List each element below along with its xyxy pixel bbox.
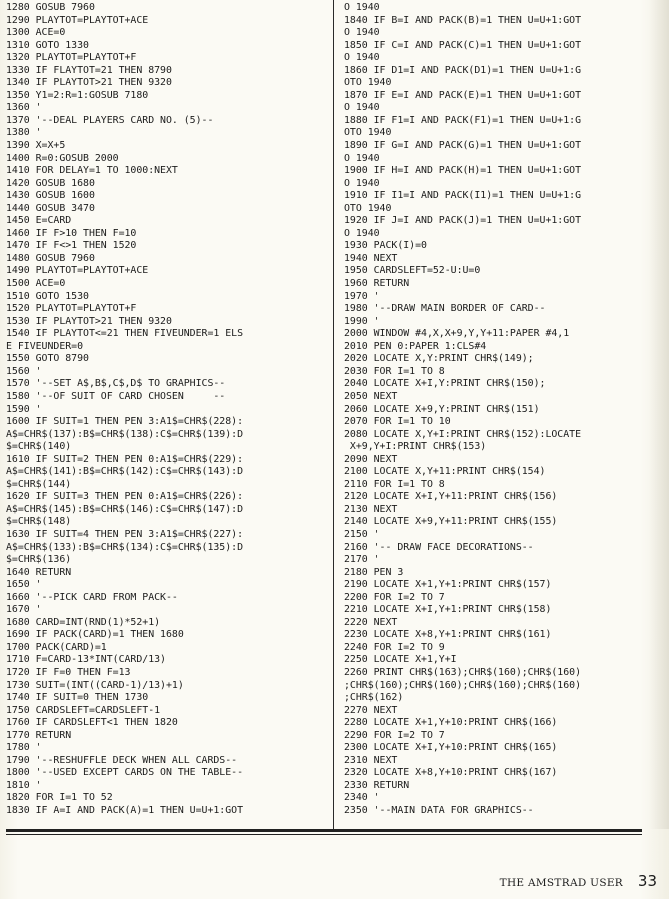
code-line: O 1940 (344, 2, 380, 13)
code-line: OTO 1940 (344, 127, 392, 139)
code-line: O 1940 (344, 52, 380, 64)
code-line: 2250 LOCATE X+1,Y+I (344, 654, 457, 666)
code-line: 1970 ' (344, 290, 380, 302)
code-line: 1390 X=X+5 (6, 140, 66, 152)
code-line: 1870 IF E=I AND PACK(E)=1 THEN U=U+1:GOT (344, 89, 582, 101)
code-line: 1960 RETURN (344, 278, 410, 290)
code-line: 1570 '--SET A$,B$,C$,D$ TO GRAPHICS-- (6, 378, 226, 390)
code-line: 1810 ' (6, 779, 42, 791)
code-line: 1280 GOSUB 7960 (6, 2, 95, 13)
column-divider (333, 0, 334, 829)
code-line: 1490 PLAYTOT=PLAYTOT+ACE (6, 265, 149, 277)
code-line: ;CHR$(162) (344, 692, 404, 704)
code-line: 1840 IF B=I AND PACK(B)=1 THEN U=U+1:GOT (344, 14, 582, 26)
code-line: 1700 PACK(CARD)=1 (6, 641, 107, 653)
code-line: 2350 '--MAIN DATA FOR GRAPHICS-- (344, 805, 534, 816)
code-line: A$=CHR$(133):B$=CHR$(134):C$=CHR$(135):D (6, 541, 244, 553)
code-line: 2120 LOCATE X+I,Y+11:PRINT CHR$(156) (344, 491, 558, 503)
code-line: 2030 FOR I=1 TO 8 (344, 365, 445, 377)
code-line: 1420 GOSUB 1680 (6, 177, 95, 189)
code-line: 1360 ' (6, 102, 42, 114)
publication-title: THE AMSTRAD USER (499, 877, 623, 889)
code-line: 1460 IF F>10 THEN F=10 (6, 227, 137, 239)
code-line: 1780 ' (6, 742, 42, 754)
code-line: $=CHR$(144) (6, 478, 72, 490)
code-line: 2080 LOCATE X,Y+I:PRINT CHR$(152):LOCATE (344, 428, 582, 440)
code-line: 1770 RETURN (6, 729, 72, 741)
code-line: 1630 IF SUIT=4 THEN PEN 3:A1$=CHR$(227): (6, 528, 244, 540)
code-line: 2040 LOCATE X+I,Y:PRINT CHR$(150); (344, 378, 546, 390)
code-line: 1660 '--PICK CARD FROM PACK-- (6, 591, 178, 603)
code-line: 1790 '--RESHUFFLE DECK WHEN ALL CARDS-- (6, 754, 238, 766)
code-line: 2210 LOCATE X+I,Y+1:PRINT CHR$(158) (344, 604, 552, 616)
code-line: 1890 IF G=I AND PACK(G)=1 THEN U=U+1:GOT (344, 140, 582, 152)
code-line: A$=CHR$(145):B$=CHR$(146):C$=CHR$(147):D (6, 503, 244, 515)
code-line: 1980 '--DRAW MAIN BORDER OF CARD-- (344, 303, 546, 315)
footer-rule-thick (6, 829, 642, 832)
code-line: 1730 SUIT=(INT((CARD-1)/13)+1) (6, 679, 184, 691)
code-line: 1820 FOR I=1 TO 52 (6, 792, 113, 804)
listing-column-right (344, 2, 644, 818)
code-line: 1370 '--DEAL PLAYERS CARD NO. (5)-- (6, 114, 214, 126)
code-line: O 1940 (344, 227, 380, 239)
code-line: 2220 NEXT (344, 616, 398, 628)
code-line: 1680 CARD=INT(RND(1)*52+1) (6, 616, 161, 628)
code-line: 2310 NEXT (344, 754, 398, 766)
code-line: $=CHR$(140) (6, 441, 72, 453)
code-line: 2170 ' (344, 554, 380, 566)
code-line: 2090 NEXT (344, 453, 398, 465)
code-line: 1800 '--USED EXCEPT CARDS ON THE TABLE-- (6, 767, 244, 779)
code-line: 1640 RETURN (6, 566, 72, 578)
code-line: 1830 IF A=I AND PACK(A)=1 THEN U=U+1:GOT (6, 805, 244, 816)
page-edge-shadow (649, 0, 669, 829)
code-line: 1410 FOR DELAY=1 TO 1000:NEXT (6, 165, 178, 177)
code-line: 1350 Y1=2:R=1:GOSUB 7180 (6, 89, 149, 101)
code-line: A$=CHR$(141):B$=CHR$(142):C$=CHR$(143):D (6, 466, 244, 478)
code-line: 2130 NEXT (344, 503, 398, 515)
code-line: 2340 ' (344, 792, 380, 804)
code-line: 1550 GOTO 8790 (6, 353, 89, 365)
code-line: 2330 RETURN (344, 779, 410, 791)
code-line: 2320 LOCATE X+8,Y+10:PRINT CHR$(167) (344, 767, 558, 779)
code-line: 1910 IF I1=I AND PACK(I1)=1 THEN U=U+1:G (344, 190, 582, 202)
code-line: 1650 ' (6, 579, 42, 591)
code-line: 1290 PLAYTOT=PLAYTOT+ACE (6, 14, 149, 26)
code-line: O 1940 (344, 177, 380, 189)
code-line: 1580 '--OF SUIT OF CARD CHOSEN -- (6, 390, 226, 402)
code-line: 1590 ' (6, 403, 42, 415)
code-line: 1400 R=0:GOSUB 2000 (6, 152, 119, 164)
code-line: 1510 GOTO 1530 (6, 290, 89, 302)
code-line: 1610 IF SUIT=2 THEN PEN 0:A1$=CHR$(229): (6, 453, 244, 465)
code-line: 2190 LOCATE X+1,Y+1:PRINT CHR$(157) (344, 579, 552, 591)
code-line: 1540 IF PLAYTOT<=21 THEN FIVEUNDER=1 ELS (6, 328, 244, 340)
code-line: 1880 IF F1=I AND PACK(F1)=1 THEN U=U+1:G (344, 114, 582, 126)
code-line: 1530 IF PLAYTOT>21 THEN 9320 (6, 315, 172, 327)
code-line: O 1940 (344, 27, 380, 39)
code-line: 2230 LOCATE X+8,Y+1:PRINT CHR$(161) (344, 629, 552, 641)
code-line: $=CHR$(136) (6, 554, 72, 566)
code-line: 1380 ' (6, 127, 42, 139)
code-line: 2070 FOR I=1 TO 10 (344, 416, 451, 428)
code-line: 2270 NEXT (344, 704, 398, 716)
code-line: 1990 ' (344, 315, 380, 327)
code-line: 2200 FOR I=2 TO 7 (344, 591, 445, 603)
code-line: 1600 IF SUIT=1 THEN PEN 3:A1$=CHR$(228): (6, 416, 244, 428)
code-line: 1760 IF CARDSLEFT<1 THEN 1820 (6, 717, 178, 729)
code-line: 1750 CARDSLEFT=CARDSLEFT-1 (6, 704, 161, 716)
code-line: 2260 PRINT CHR$(163);CHR$(160);CHR$(160) (344, 666, 582, 678)
code-line: X+9,Y+I:PRINT CHR$(153) (344, 441, 487, 453)
code-line: 2160 '-- DRAW FACE DECORATIONS-- (344, 541, 534, 553)
code-line: 1320 PLAYTOT=PLAYTOT+F (6, 52, 137, 64)
code-line: 2010 PEN 0:PAPER 1:CLS#4 (344, 340, 487, 352)
code-line: 1500 ACE=0 (6, 278, 66, 290)
code-line: OTO 1940 (344, 77, 392, 89)
code-line: 1920 IF J=I AND PACK(J)=1 THEN U=U+1:GOT (344, 215, 582, 227)
code-line: A$=CHR$(137):B$=CHR$(138):C$=CHR$(139):D (6, 428, 244, 440)
code-line: 1930 PACK(I)=0 (344, 240, 427, 252)
code-line: O 1940 (344, 152, 380, 164)
code-line: 2240 FOR I=2 TO 9 (344, 641, 445, 653)
code-line: 1520 PLAYTOT=PLAYTOT+F (6, 303, 137, 315)
footer-rule-thin (6, 834, 642, 835)
code-line: 2180 PEN 3 (344, 566, 404, 578)
code-line: 2290 FOR I=2 TO 7 (344, 729, 445, 741)
code-line: 1940 NEXT (344, 252, 398, 264)
code-line: 1900 IF H=I AND PACK(H)=1 THEN U=U+1:GOT (344, 165, 582, 177)
code-line: 2110 FOR I=1 TO 8 (344, 478, 445, 490)
code-line: 2020 LOCATE X,Y:PRINT CHR$(149); (344, 353, 534, 365)
code-line: 1860 IF D1=I AND PACK(D1)=1 THEN U=U+1:G (344, 64, 582, 76)
code-line: 1310 GOTO 1330 (6, 39, 89, 51)
code-line: 1850 IF C=I AND PACK(C)=1 THEN U=U+1:GOT (344, 39, 582, 51)
code-line: 1300 ACE=0 (6, 27, 66, 39)
code-line: 1720 IF F=0 THEN F=13 (6, 666, 131, 678)
code-line: $=CHR$(148) (6, 516, 72, 528)
code-line: O 1940 (344, 102, 380, 114)
code-line: 1690 IF PACK(CARD)=1 THEN 1680 (6, 629, 184, 641)
code-line: 1330 IF FLAYTOT=21 THEN 8790 (6, 64, 172, 76)
code-line: 1340 IF PLAYTOT>21 THEN 9320 (6, 77, 172, 89)
code-line: 2150 ' (344, 528, 380, 540)
code-line: E FIVEUNDER=0 (6, 340, 84, 352)
code-line: 1710 F=CARD-13*INT(CARD/13) (6, 654, 166, 666)
code-line: 1560 ' (6, 365, 42, 377)
code-line: 1440 GOSUB 3470 (6, 202, 95, 214)
code-line: 2140 LOCATE X+9,Y+11:PRINT CHR$(155) (344, 516, 558, 528)
code-line: 1450 E=CARD (6, 215, 72, 227)
code-line: 1670 ' (6, 604, 42, 616)
code-line: 2100 LOCATE X,Y+11:PRINT CHR$(154) (344, 466, 546, 478)
page-number: 33 (637, 872, 657, 890)
code-line: 1620 IF SUIT=3 THEN PEN 0:A1$=CHR$(226): (6, 491, 244, 503)
code-line: 1740 IF SUIT=0 THEN 1730 (6, 692, 149, 704)
code-line: 2060 LOCATE X+9,Y:PRINT CHR$(151) (344, 403, 540, 415)
code-line: ;CHR$(160);CHR$(160);CHR$(160);CHR$(160) (344, 679, 582, 691)
code-line: 1480 GOSUB 7960 (6, 252, 95, 264)
code-line: 2000 WINDOW #4,X,X+9,Y,Y+11:PAPER #4,1 (344, 328, 570, 340)
code-line: 1950 CARDSLEFT=52-U:U=0 (344, 265, 481, 277)
listing-column-left (6, 2, 326, 818)
code-line: 2280 LOCATE X+1,Y+10:PRINT CHR$(166) (344, 717, 558, 729)
code-line: OTO 1940 (344, 202, 392, 214)
code-line: 2050 NEXT (344, 390, 398, 402)
code-line: 2300 LOCATE X+I,Y+10:PRINT CHR$(165) (344, 742, 558, 754)
code-line: 1470 IF F<>1 THEN 1520 (6, 240, 137, 252)
code-line: 1430 GOSUB 1600 (6, 190, 95, 202)
